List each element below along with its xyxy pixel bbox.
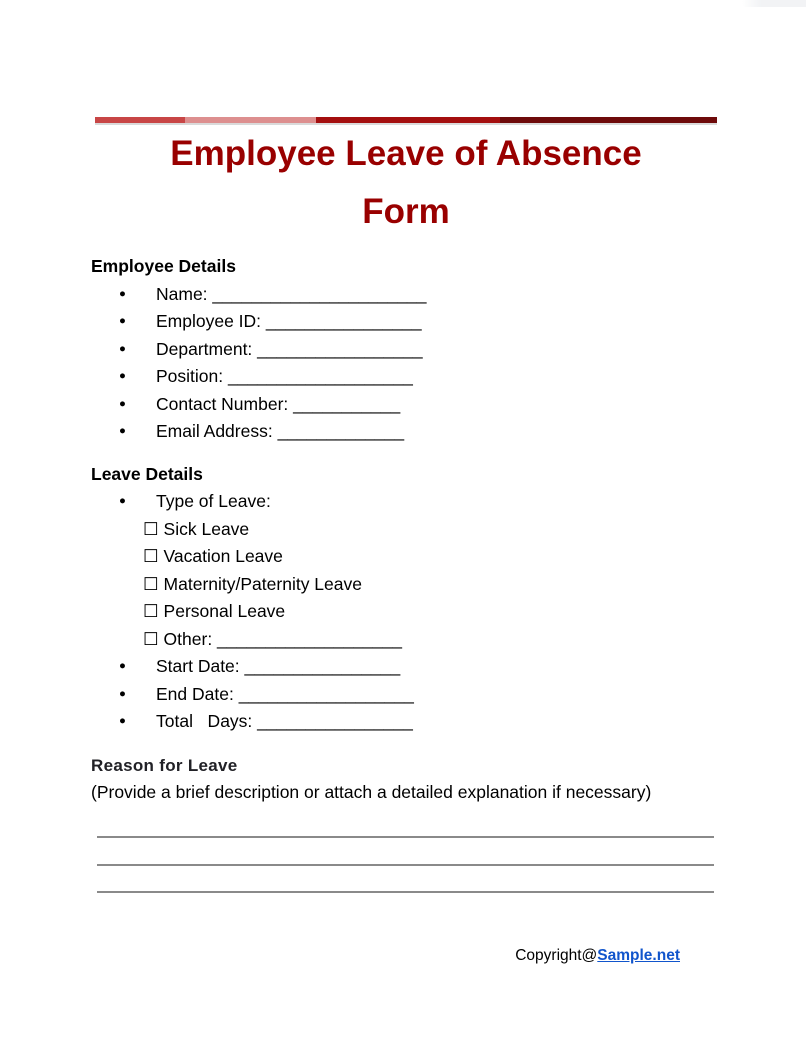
field-email-address: ● Email Address: _____________ — [91, 418, 721, 446]
checkbox-maternity-paternity-leave: ☐ Maternity/Paternity Leave — [143, 573, 362, 594]
writing-line — [97, 866, 714, 894]
field-end-date: ● End Date: __________________ — [91, 681, 721, 709]
checkbox-personal-leave: ☐ Personal Leave — [143, 601, 286, 621]
employee-details-heading: Employee Details — [91, 256, 236, 276]
page-corner-artifact — [742, 0, 806, 7]
header-bar-segment-3 — [316, 117, 500, 123]
checkbox-other: ☐ Other: ___________________ — [143, 628, 402, 649]
field-contact-number: ● Contact Number: ___________ — [91, 391, 721, 419]
page-title — [95, 125, 717, 241]
reason-writing-area — [97, 811, 714, 894]
reason-for-leave-heading: Reason for Leave — [91, 755, 238, 775]
leave-details-heading: Leave Details — [91, 463, 203, 484]
employee-details-list — [91, 281, 721, 446]
footer — [0, 942, 806, 970]
page-title-line-2: Form — [362, 192, 450, 231]
decorative-header-bar — [95, 117, 717, 125]
checkbox-sick-leave: ☐ Sick Leave — [143, 518, 250, 539]
header-bar-segment-1 — [95, 117, 185, 123]
field-start-date: ● Start Date: ________________ — [91, 653, 721, 681]
checkbox-vacation-leave: ☐ Vacation Leave — [143, 546, 283, 566]
header-bar-segment-4 — [500, 117, 717, 123]
reason-instruction-note: (Provide a brief description or attach a detailed explanation if necessary) — [91, 782, 652, 802]
field-employee-id: ● Employee ID: ________________ — [91, 308, 721, 336]
field-department: ● Department: _________________ — [91, 336, 721, 364]
document-body — [91, 253, 721, 970]
writing-line — [97, 811, 714, 839]
leave-dates-list — [91, 653, 721, 736]
field-name: ● Name: ______________________ — [91, 281, 721, 309]
leave-details-list — [91, 488, 721, 516]
field-position: ● Position: ___________________ — [91, 363, 721, 391]
header-bar-segment-2 — [185, 117, 316, 123]
copyright-text: Copyright@ — [515, 947, 598, 964]
page-title-line-1: Employee Leave of Absence — [170, 134, 642, 173]
field-total-days: ● Total Days: ________________ — [91, 708, 721, 736]
sample-net-link[interactable]: Sample.net — [597, 947, 680, 964]
field-type-of-leave: ● Type of Leave: — [91, 488, 721, 516]
writing-line — [97, 838, 714, 866]
